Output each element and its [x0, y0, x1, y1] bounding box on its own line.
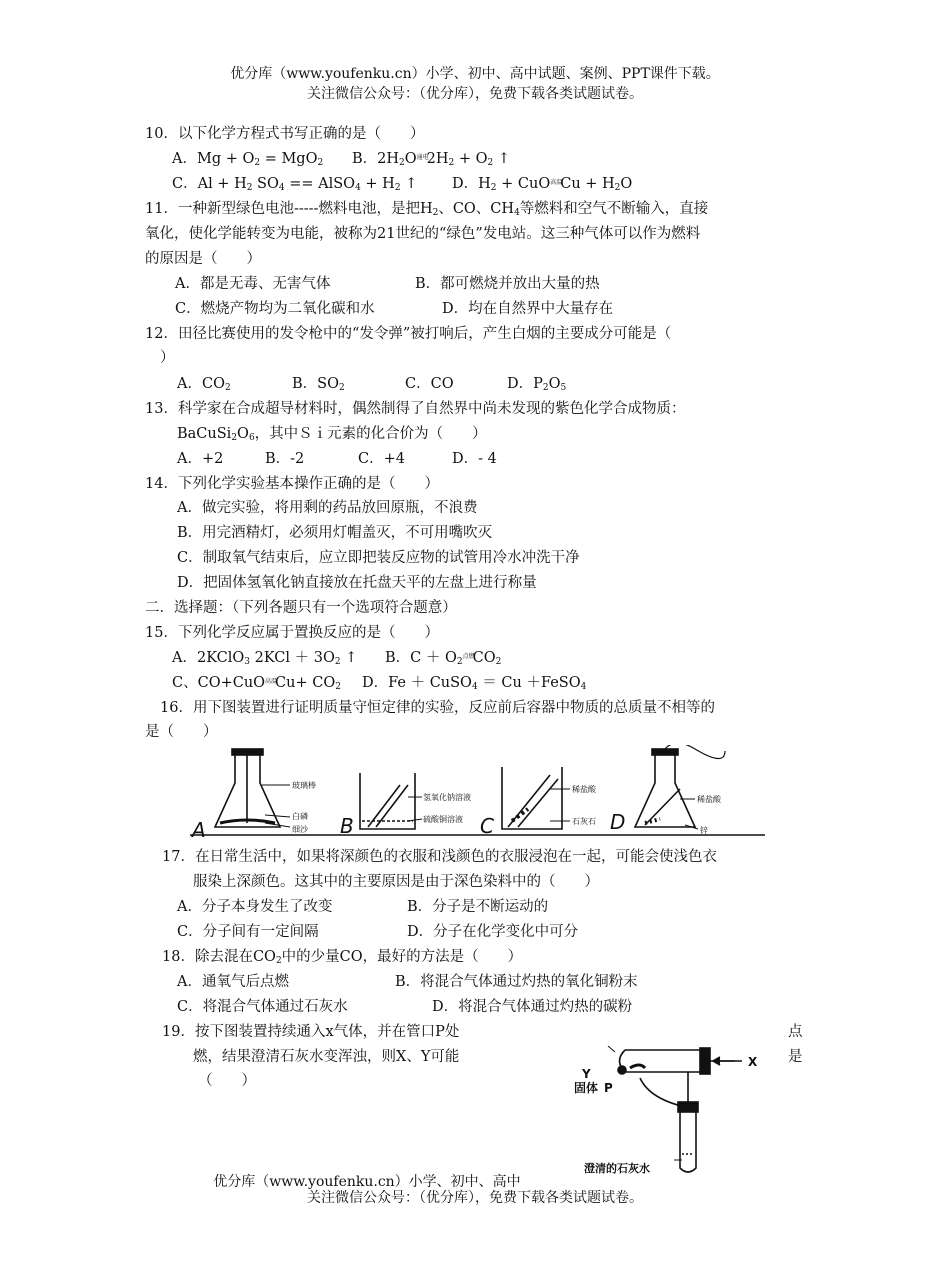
- q13-option-d: D．- 4: [452, 451, 497, 467]
- q14-option-a: A．做完实验，将用剩的药品放回原瓶，不浪费: [177, 500, 478, 516]
- q19-label-limewater: 澄清的石灰水: [584, 1162, 650, 1175]
- q14-option-c: C．制取氧气结束后，应立即把装反应物的试管用冷水冲洗干净: [177, 550, 580, 566]
- q11-line-2: 氧化，使化学能转变为电能，被称为21世纪的“绿色”发电站。这三种气体可以作为燃料: [145, 226, 701, 242]
- q16-label-a3: 细沙: [292, 825, 308, 834]
- q15-option-c: C、CO+CuO高温$Cu+ CO_2$: [172, 675, 341, 692]
- q14-option-d: D．把固体氢氧化钠直接放在托盘天平的左盘上进行称量: [177, 575, 537, 591]
- q16-label-b1: 氢氧化钠溶液: [423, 793, 471, 802]
- q16-label-b2: 硫酸铜溶液: [423, 815, 463, 824]
- q19-label-x: X: [748, 1055, 758, 1069]
- q19-label-y: Y: [582, 1067, 591, 1081]
- q17-line-2: 服染上深颜色。这其中的主要原因是由于深色染料中的（ ）: [193, 874, 599, 890]
- q16-apparatus-figure: [190, 745, 770, 841]
- section-2-heading: 二．选择题：（下列各题只有一个选项符合题意）: [145, 600, 457, 616]
- q16-label-c2: 石灰石: [572, 817, 596, 826]
- q16-label-a1: 玻璃棒: [292, 781, 316, 790]
- q19-line-2-end: 是: [788, 1049, 803, 1065]
- q14-option-b: B．用完酒精灯，必须用灯帽盖灭，不可用嘴吹灭: [177, 525, 493, 541]
- q16-label-d1: 稀盐酸: [697, 795, 721, 804]
- q16-fig-label-c: C: [480, 814, 494, 838]
- q16-fig-label-a: A: [192, 818, 206, 841]
- q18-option-d: D．将混合气体通过灼热的碳粉: [432, 999, 633, 1015]
- q10-stem: 10．以下化学方程式书写正确的是（ ）: [145, 126, 425, 142]
- q19-line-1-end: 点: [788, 1024, 803, 1040]
- footer-line-2: 关注微信公众号：（优分库），免费下载各类试题试卷。: [307, 1190, 643, 1206]
- q16-fig-label-b: B: [340, 814, 354, 838]
- q13-line-1: 13．科学家在合成超导材料时，偶然制得了自然界中尚未发现的紫色化学合成物质：: [145, 401, 686, 417]
- q12-option-b: B．$SO_2$: [292, 376, 345, 393]
- q17-option-d: D．分子在化学变化中可分: [407, 924, 579, 940]
- q16-label-a2: 白磷: [292, 812, 308, 821]
- q17-line-1: 17．在日常生活中，如果将深颜色的衣服和浅颜色的衣服浸泡在一起，可能会使浅色衣: [162, 849, 717, 865]
- q15-option-a: A．2KClO$_3$ $2KCl + 3O_2$ ↑: [172, 650, 358, 667]
- header-line-2: 关注微信公众号：（优分库），免费下载各类试题试卷。: [307, 86, 643, 102]
- q17-option-b: B．分子是不断运动的: [407, 899, 549, 915]
- q19-line-3: （ ）: [198, 1073, 256, 1089]
- q12-line-1: 12．田径比赛使用的发令枪中的“发令弹”被打响后，产生白烟的主要成分可能是（: [145, 326, 672, 342]
- q11-option-c: C．燃烧产物均为二氧化碳和水: [175, 301, 375, 317]
- q16-label-d2: 锌: [700, 826, 708, 835]
- q16-label-c1: 稀盐酸: [572, 785, 596, 794]
- q15-stem: 15．下列化学反应属于置换反应的是（ ）: [145, 625, 439, 641]
- q10-option-c: C．$Al + H_2$ $SO_4$ == AlSO$_4$ + $H_2$ ↑: [172, 176, 418, 193]
- q16-fig-label-d: D: [610, 810, 626, 834]
- q14-stem: 14．下列化学实验基本操作正确的是（ ）: [145, 476, 439, 492]
- q10-option-b: B．$2H_2O$通电$2H_2 + O_2$ ↑: [352, 151, 511, 168]
- q19-label-p: P: [604, 1081, 613, 1095]
- q12-option-d: D．$P_2O_5$: [507, 376, 567, 393]
- q16-line-1: 16．用下图装置进行证明质量守恒定律的实验，反应前后容器中物质的总质量不相等的: [160, 700, 715, 716]
- q15-option-d: D．Fe ＋ CuSO$_4$ ＝ Cu ＋FeSO$_4$: [362, 675, 587, 692]
- q19-label-solid: 固体: [574, 1081, 599, 1095]
- q18-option-c: C．将混合气体通过石灰水: [177, 999, 348, 1015]
- q19-line-1: 19．按下图装置持续通入x气体，并在管口P处: [162, 1024, 460, 1040]
- q11-option-d: D．均在自然界中大量存在: [442, 301, 614, 317]
- q17-option-a: A．分子本身发生了改变: [177, 899, 333, 915]
- q19-line-2: 燃，结果澄清石灰水变浑浊，则X、Y可能: [193, 1049, 460, 1065]
- header-line-1: 优分库（www.youfenku.cn）小学、初中、高中试题、案例、PPT课件下载。: [230, 66, 720, 82]
- q11-option-a: A．都是无毒、无害气体: [175, 276, 331, 292]
- q10-option-a: A．$Mg + O_2 = MgO_2$: [172, 151, 324, 168]
- q11-option-b: B．都可燃烧并放出大量的热: [415, 276, 600, 292]
- q13-option-a: A．+2: [177, 451, 224, 467]
- q12-option-a: A．$CO_2$: [177, 376, 231, 393]
- q17-option-c: C．分子间有一定间隔: [177, 924, 319, 940]
- q12-line-2: ）: [160, 350, 175, 366]
- footer-line-1: 优分库（www.youfenku.cn）小学、初中、高中: [213, 1174, 521, 1190]
- q15-option-b: B．$C + O_2$点燃$CO_2$: [385, 650, 502, 667]
- q11-line-1: 11．一种新型绿色电池-----燃料电池，是把$H_2$、CO、$CH_4$等燃料和空气不断输入，直接: [145, 201, 709, 218]
- q13-line-2: $BaCuSi_2O_6$，其中Ｓｉ元素的化合价为（ ）: [177, 426, 487, 443]
- q18-option-a: A．通氧气后点燃: [177, 974, 289, 990]
- q13-option-b: B．-2: [265, 451, 305, 467]
- q18-option-b: B．将混合气体通过灼热的氧化铜粉末: [395, 974, 638, 990]
- q18-line-1: 18．除去混在$CO_2$中的少量CO，最好的方法是（ ）: [162, 949, 523, 966]
- q13-option-c: C．+4: [358, 451, 405, 467]
- q19-apparatus-figure: [570, 1030, 785, 1180]
- q11-line-3: 的原因是（ ）: [145, 251, 261, 267]
- q10-option-d: D．$H_2$ + CuO高温$Cu + H_2O$: [452, 176, 633, 193]
- q12-option-c: C．CO: [405, 376, 454, 392]
- q16-line-2: 是（ ）: [145, 724, 218, 740]
